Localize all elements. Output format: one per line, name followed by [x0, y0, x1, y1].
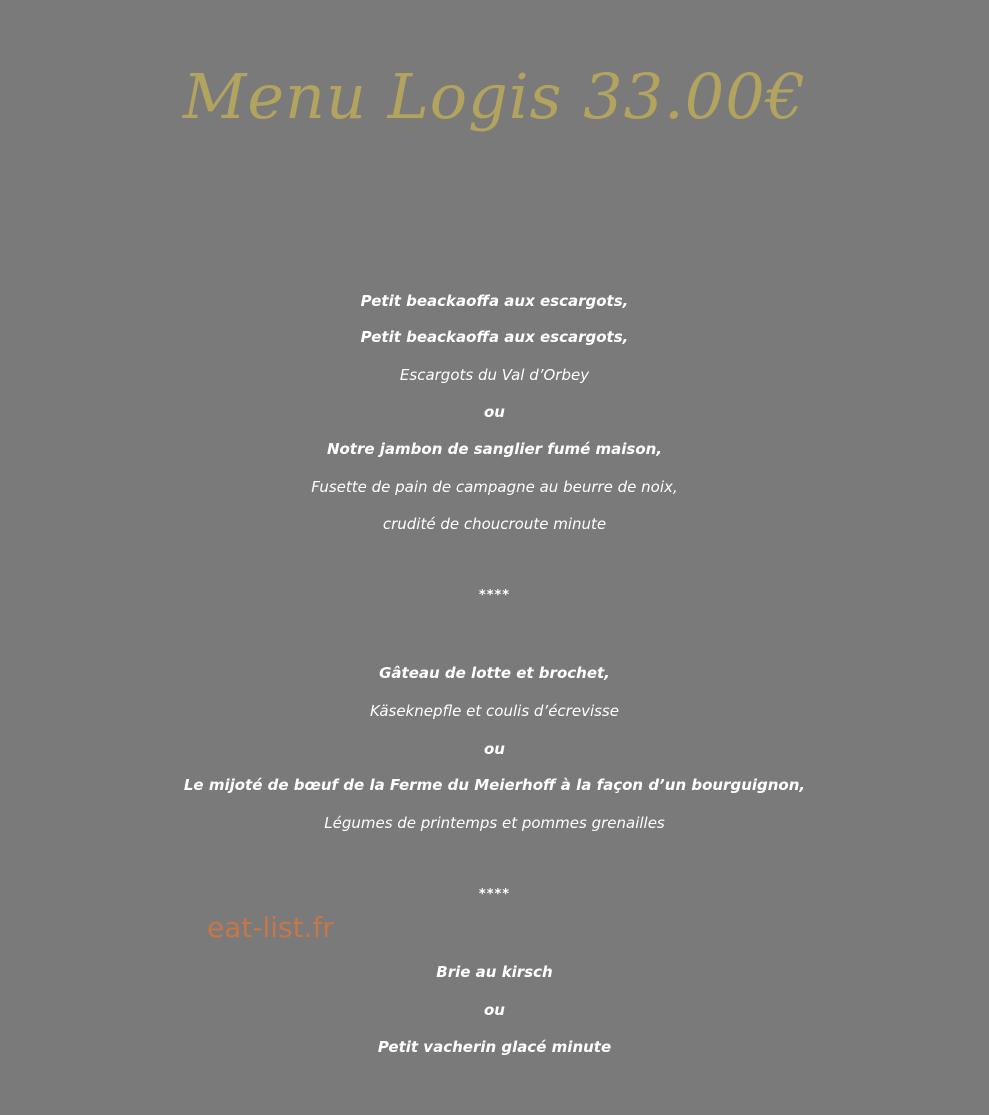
separator-2: ****: [478, 887, 511, 902]
course2-dish2-description: Légumes de printemps et pommes grenailles: [324, 814, 665, 832]
course1-or: ou: [484, 403, 505, 421]
course2-dish2-title: Le mijoté de bœuf de la Ferme du Meierhoff à la façon d’un bourguignon,: [183, 776, 806, 794]
course1-dish2-description: Fusette de pain de campagne au beurre de noix,: [311, 478, 678, 496]
course3-dish1-title: Brie au kirsch: [436, 963, 553, 981]
course1-dish1-title: Petit beackaoffa aux escargots,: [360, 292, 629, 310]
course2-dish1-title: Gâteau de lotte et brochet,: [379, 664, 610, 682]
menu-title: Menu Logis 33.00€: [182, 60, 807, 133]
course1-dish1-title-repeat: Petit beackaoffa aux escargots,: [360, 328, 629, 346]
course1-dish2-title: Notre jambon de sanglier fumé maison,: [326, 440, 663, 458]
course3-dish2-title: Petit vacherin glacé minute: [377, 1038, 612, 1056]
separator-1: ****: [478, 588, 511, 603]
course1-dish2-description-2: crudité de choucroute minute: [382, 515, 607, 533]
course1-dish1-description: Escargots du Val d’Orbey: [399, 366, 590, 384]
watermark: eat-list.fr: [207, 911, 334, 944]
course2-dish1-description: Käseknepfle et coulis d’écrevisse: [370, 702, 619, 720]
course3-or: ou: [484, 1001, 505, 1019]
course2-or: ou: [484, 740, 505, 758]
